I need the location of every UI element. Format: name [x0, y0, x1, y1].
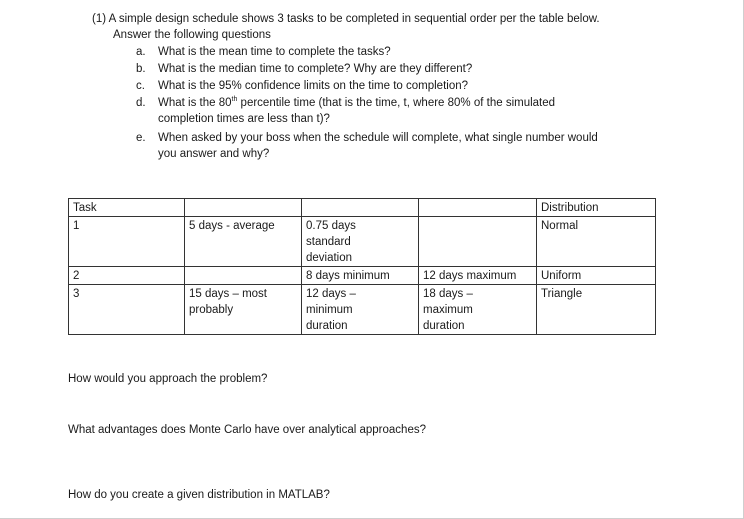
parameter-cell-2	[419, 285, 537, 335]
question-d-superscript: th	[231, 96, 238, 104]
cell-line: 0.75 days	[306, 220, 356, 232]
header-cell-2	[185, 199, 302, 217]
followup-question-monte-carlo: What advantages does Monte Carlo have over analytical approaches?	[68, 424, 426, 436]
question-d-text-pre: What is the 80	[158, 97, 232, 109]
table-header-row	[69, 199, 656, 217]
question-d-letter: d.	[136, 97, 146, 109]
parameter-cell-2: 12 days maximum	[419, 267, 537, 285]
question-c-letter: c.	[136, 80, 145, 92]
question-d-text-line2: completion times are less than t)?	[158, 113, 330, 125]
parameter-cell	[302, 217, 419, 267]
cell-line: duration	[423, 320, 465, 332]
followup-question-approach: How would you approach the problem?	[68, 373, 268, 385]
cell-line: 18 days –	[423, 288, 473, 300]
cell-line: probably	[189, 304, 234, 316]
cell-line: 15 days – most	[189, 288, 267, 300]
header-cell-4	[419, 199, 537, 217]
table-row	[69, 285, 656, 335]
header-task: Task	[69, 199, 185, 217]
header-cell-3	[302, 199, 419, 217]
question-b-text: What is the median time to complete? Why are they different?	[158, 63, 473, 75]
question-e-letter: e.	[136, 132, 146, 144]
header-distribution: Distribution	[537, 199, 656, 217]
cell-line: minimum	[306, 304, 353, 316]
parameter-cell	[302, 285, 419, 335]
task-cell: 1	[69, 217, 185, 267]
cell-line: 12 days –	[306, 288, 356, 300]
question-e-text: When asked by your boss when the schedule will complete, what single number would	[158, 132, 598, 144]
question-e-text-line2: you answer and why?	[158, 148, 270, 160]
followup-question-matlab: How do you create a given distribution in MATLAB?	[68, 489, 330, 501]
parameter-cell: 8 days minimum	[302, 267, 419, 285]
task-cell: 3	[69, 285, 185, 335]
distribution-cell: Uniform	[537, 267, 656, 285]
distribution-cell: Triangle	[537, 285, 656, 335]
parameter-cell-2	[419, 217, 537, 267]
estimate-cell: 5 days - average	[185, 217, 302, 267]
question-b-letter: b.	[136, 63, 146, 75]
table-row	[69, 267, 656, 285]
distribution-cell: Normal	[537, 217, 656, 267]
question-c-text: What is the 95% confidence limits on the time to completion?	[158, 80, 469, 92]
cell-line: standard	[306, 236, 351, 248]
problem-statement: (1) A simple design schedule shows 3 tasks to be completed in sequential order per the table below.	[92, 13, 600, 25]
estimate-cell	[185, 285, 302, 335]
question-d-text	[158, 95, 555, 111]
cell-line: maximum	[423, 304, 473, 316]
cell-line: deviation	[306, 252, 353, 264]
question-d-text-post: percentile time (that is the time, t, where 80% of the simulated	[237, 97, 556, 109]
question-a-text: What is the mean time to complete the tasks?	[158, 46, 391, 58]
question-a-letter: a.	[136, 46, 146, 58]
cell-line: duration	[306, 320, 348, 332]
table-row	[69, 217, 656, 267]
task-cell: 2	[69, 267, 185, 285]
problem-instruction: Answer the following questions	[113, 29, 271, 41]
schedule-table	[68, 198, 656, 335]
estimate-cell	[185, 267, 302, 285]
